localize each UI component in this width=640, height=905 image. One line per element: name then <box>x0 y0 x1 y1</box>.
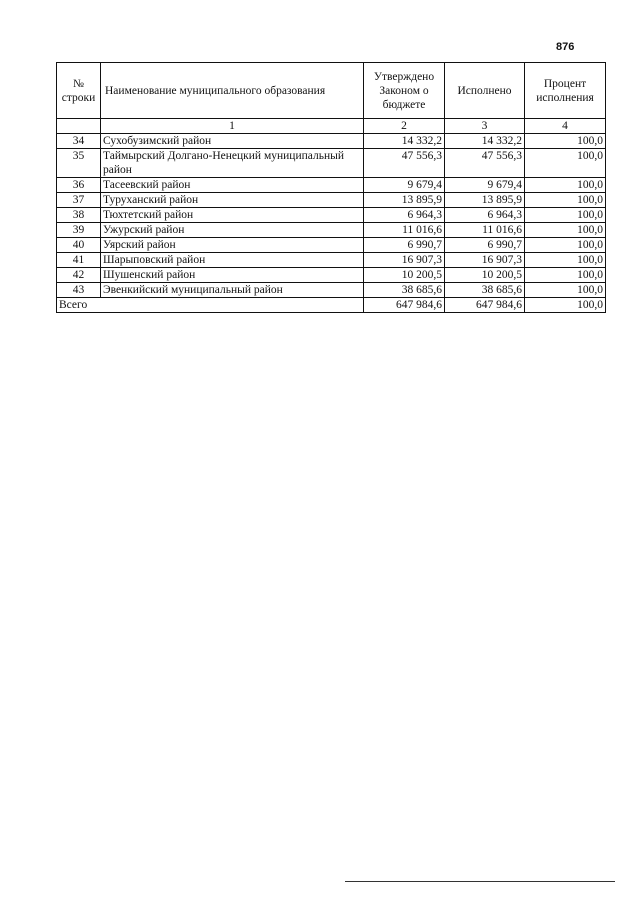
percent-value: 100,0 <box>525 134 606 149</box>
percent-value: 100,0 <box>525 238 606 253</box>
row-number: 39 <box>57 223 101 238</box>
percent-value: 100,0 <box>525 193 606 208</box>
table-row <box>57 149 606 178</box>
budget-execution-table <box>56 62 606 313</box>
approved-value: 9 679,4 <box>364 178 445 193</box>
approved-value: 11 016,6 <box>364 223 445 238</box>
row-number: 42 <box>57 268 101 283</box>
table-row <box>57 283 606 298</box>
table-row <box>57 238 606 253</box>
row-number: 35 <box>57 149 101 178</box>
executed-value: 47 556,3 <box>445 149 525 178</box>
table-header <box>57 63 606 134</box>
executed-value: 9 679,4 <box>445 178 525 193</box>
table-row <box>57 193 606 208</box>
column-number: 1 <box>101 119 364 134</box>
executed-value: 10 200,5 <box>445 268 525 283</box>
column-number: 4 <box>525 119 606 134</box>
municipality-name: Туруханский район <box>101 193 364 208</box>
approved-value: 6 964,3 <box>364 208 445 223</box>
municipality-name: Тасеевский район <box>101 178 364 193</box>
row-number: 34 <box>57 134 101 149</box>
column-number: 2 <box>364 119 445 134</box>
executed-value: 6 964,3 <box>445 208 525 223</box>
row-number: 43 <box>57 283 101 298</box>
table-row <box>57 178 606 193</box>
header-percent: Процент исполнения <box>525 63 606 119</box>
percent-value: 100,0 <box>525 149 606 178</box>
municipality-name: Сухобузимский район <box>101 134 364 149</box>
percent-value: 100,0 <box>525 178 606 193</box>
footer-rule <box>345 881 615 882</box>
total-approved: 647 984,6 <box>364 298 445 313</box>
executed-value: 16 907,3 <box>445 253 525 268</box>
table-row <box>57 223 606 238</box>
table-row <box>57 268 606 283</box>
column-number-blank <box>57 119 101 134</box>
row-number: 36 <box>57 178 101 193</box>
header-row-no: № строки <box>57 63 101 119</box>
table-body <box>57 134 606 313</box>
approved-value: 6 990,7 <box>364 238 445 253</box>
table-row <box>57 253 606 268</box>
header-name: Наименование муниципального образования <box>101 63 364 119</box>
percent-value: 100,0 <box>525 208 606 223</box>
municipality-name: Ужурский район <box>101 223 364 238</box>
table-row <box>57 208 606 223</box>
municipality-name: Уярский район <box>101 238 364 253</box>
approved-value: 14 332,2 <box>364 134 445 149</box>
row-number: 41 <box>57 253 101 268</box>
total-label: Всего <box>57 298 364 313</box>
executed-value: 6 990,7 <box>445 238 525 253</box>
row-number: 38 <box>57 208 101 223</box>
percent-value: 100,0 <box>525 283 606 298</box>
approved-value: 38 685,6 <box>364 283 445 298</box>
municipality-name: Эвенкийский муниципальный район <box>101 283 364 298</box>
row-number: 40 <box>57 238 101 253</box>
percent-value: 100,0 <box>525 253 606 268</box>
municipality-name: Шарыповский район <box>101 253 364 268</box>
header-executed: Исполнено <box>445 63 525 119</box>
column-number-row <box>57 119 606 134</box>
table-row <box>57 134 606 149</box>
total-row <box>57 298 606 313</box>
municipality-name: Таймырский Долгано-Ненецкий муниципальный район <box>101 149 364 178</box>
approved-value: 47 556,3 <box>364 149 445 178</box>
executed-value: 13 895,9 <box>445 193 525 208</box>
total-executed: 647 984,6 <box>445 298 525 313</box>
percent-value: 100,0 <box>525 268 606 283</box>
executed-value: 38 685,6 <box>445 283 525 298</box>
executed-value: 11 016,6 <box>445 223 525 238</box>
percent-value: 100,0 <box>525 223 606 238</box>
executed-value: 14 332,2 <box>445 134 525 149</box>
municipality-name: Тюхтетский район <box>101 208 364 223</box>
approved-value: 10 200,5 <box>364 268 445 283</box>
header-approved: Утверждено Законом о бюджете <box>364 63 445 119</box>
approved-value: 16 907,3 <box>364 253 445 268</box>
row-number: 37 <box>57 193 101 208</box>
total-percent: 100,0 <box>525 298 606 313</box>
municipality-name: Шушенский район <box>101 268 364 283</box>
approved-value: 13 895,9 <box>364 193 445 208</box>
column-number: 3 <box>445 119 525 134</box>
page-number: 876 <box>556 41 575 53</box>
